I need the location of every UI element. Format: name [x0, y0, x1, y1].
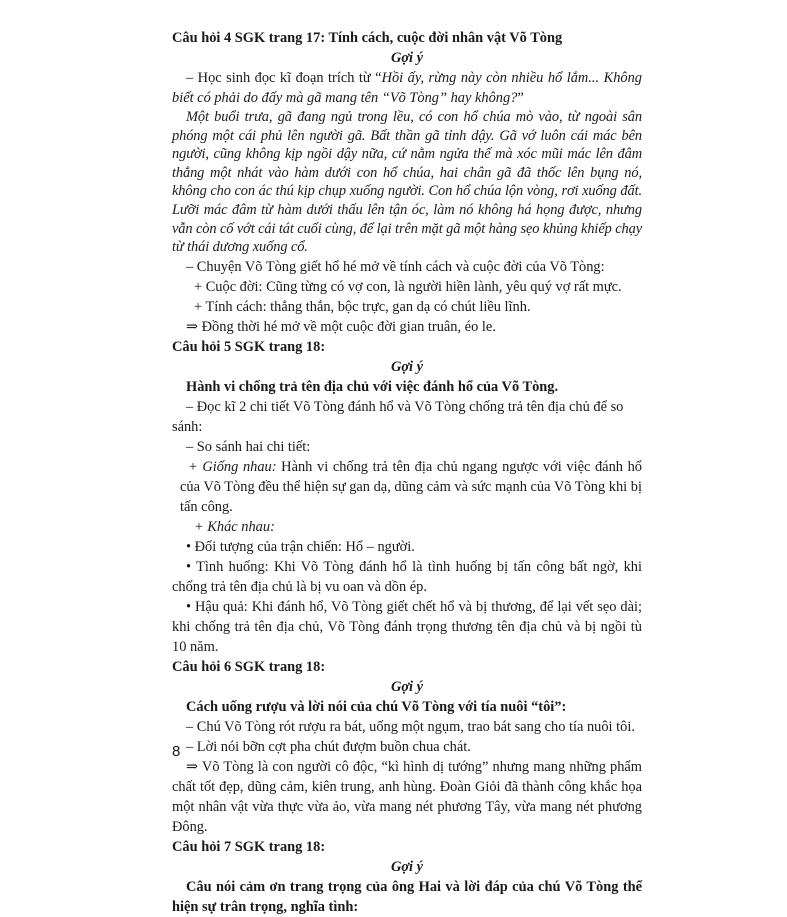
similarity-text: Hành vi chống trả tên địa chủ ngang ngược với việc đánh hổ của Võ Tòng đều thể hiện sự gan dạ, dũng cảm và sức mạnh của Võ Tòng khi bị tấn công. [180, 458, 642, 515]
question-4-personality: + Tính cách: thẳng thắn, bộc trực, gan dạ có chút liều lĩnh. [194, 298, 531, 315]
question-7-topic: Câu nói cảm ơn trang trọng của ông Hai và lời đáp của chú Võ Tòng thể hiện sự trân trọng, nghĩa tình: [172, 878, 642, 915]
question-4-hint-label: Gợi ý [390, 50, 424, 66]
question-5-bullet-1: • Đối tượng của trận chiến: Hổ – người. [186, 538, 415, 555]
question-5-hint-label: Gợi ý [390, 358, 424, 375]
intro-suffix: ” [517, 90, 524, 106]
question-5-bullet-3: • Hậu quả: Khi đánh hổ, Võ Tòng giết chết hổ và bị thương, để lại vết sẹo dài; khi chống trả tên địa chủ, Võ Tòng đánh trọng thương tên địa chủ và bị ngồi tù 10 năm. [172, 598, 642, 655]
question-4-excerpt: Một buổi trưa, gã đang ngủ trong lều, có con hổ chúa mò vào, từ ngoài sân phóng một cái phủ lên người gã. Bất thần gã tỉnh dậy. Gã vớ luôn cái mác bên người, cũng không kịp ngồi dậy nữa, cứ nằm ngửa thế mà xóc mũi mác lên đâm thẳng một nhát vào hàm dưới con hổ chúa, hai chân gã đã thốc lên bụng nó, không cho con ác thú kịp chụp xuống người. Con hổ chúa lộn vòng, rơi xuống đất. Lưỡi mác đâm từ hàm dưới thấu lên tận óc, làm nó không há họng được, nhưng vẫn còn cố vớt cái tát cuối cùng, để lại trên mặt gã một hàng sẹo khủng khiếp chạy từ thái dương xuống cổ. [172, 109, 642, 256]
page-number: 8 [172, 743, 181, 760]
question-4-life: + Cuộc đời: Cũng từng có vợ con, là người hiền lành, yêu quý vợ rất mực. [194, 278, 622, 295]
question-5-heading: Câu hỏi 5 SGK trang 18: [172, 338, 326, 355]
question-7-hint-label: Gợi ý [390, 858, 424, 875]
similarity-label: + Giống nhau: [188, 458, 277, 475]
question-6-line-1: – Chú Võ Tòng rót rượu ra bát, uống một ngụm, trao bát sang cho tía nuôi tôi. [186, 718, 635, 735]
question-5-bullet-2: • Tình huống: Khi Võ Tòng đánh hổ là tình huống bị tấn công bất ngờ, khi chống trả tên địa chủ là bị vu oan và dồn ép. [172, 558, 642, 595]
question-5-difference-label: + Khác nhau: [194, 518, 275, 535]
intro-quote: Hồi ấy, rừng này còn nhiều hổ lắm... Không biết có phải do đấy mà gã mang tên “Võ Tòng” hay không? [172, 70, 642, 106]
question-4-intro [172, 68, 642, 108]
question-5-compare: – So sánh hai chi tiết: [186, 438, 311, 455]
question-5-topic: Hành vi chống trả tên địa chủ với việc đánh hổ của Võ Tòng. [186, 378, 559, 395]
question-4-conclusion: ⇒ Đồng thời hé mở về một cuộc đời gian truân, éo le. [186, 318, 496, 335]
question-4-heading: Câu hỏi 4 SGK trang 17: Tính cách, cuộc đời nhân vật Võ Tòng [172, 30, 563, 46]
question-6-conclusion: ⇒ Võ Tòng là con người cô độc, “kì hình dị tướng” nhưng mang những phẩm chất tốt đẹp, dũng cảm, kiên trung, anh hùng. Đoàn Giỏi đã thành công khắc họa một nhân vật vừa thực vừa ảo, vừa mang nét phương Tây, vừa mang nét phương Đông. [172, 758, 642, 835]
page-content [172, 28, 642, 917]
question-7-heading: Câu hỏi 7 SGK trang 18: [172, 838, 326, 855]
question-6-hint-label: Gợi ý [390, 678, 424, 695]
intro-prefix: – Học sinh đọc kĩ đoạn trích từ “ [186, 70, 382, 86]
question-6-heading: Câu hỏi 6 SGK trang 18: [172, 658, 326, 675]
question-4-story: – Chuyện Võ Tòng giết hổ hé mở về tính cách và cuộc đời của Võ Tòng: [186, 258, 605, 275]
question-6-line-2: – Lời nói bỡn cợt pha chút đượm buồn chua chát. [186, 738, 471, 755]
question-5-read: – Đọc kĩ 2 chi tiết Võ Tòng đánh hổ và Võ Tòng chống trả tên địa chủ để so sánh: [172, 398, 624, 435]
question-5-similarity [172, 457, 642, 517]
question-6-topic: Cách uống rượu và lời nói của chú Võ Tòng với tía nuôi “tôi”: [186, 698, 567, 715]
